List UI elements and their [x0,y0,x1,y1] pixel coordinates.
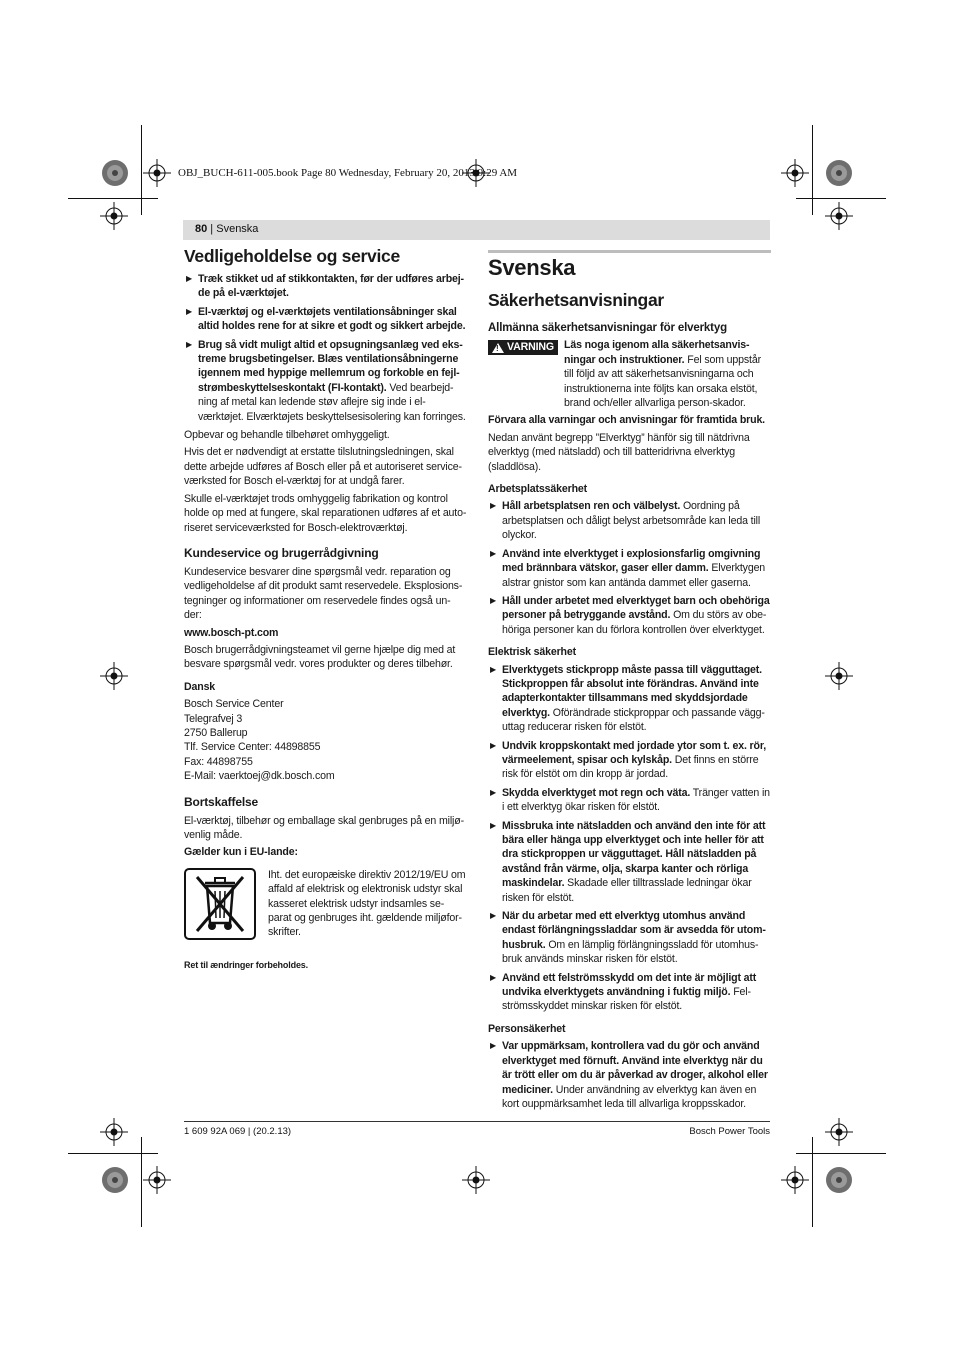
keep-instructions: Förvara alla varningar och anvisningar för framtida bruk. [488,414,765,427]
bullet-item [488,547,771,590]
warning-block [488,338,771,410]
bullet-bold: Använd inte elverktyget i explosionsfarlig omgivning med brännbara vätskor, gaser eller damm. [502,547,761,575]
arrow-icon: ▶ [490,820,497,830]
email-address[interactable]: E-Mail: vaerktoej@dk.bosch.com [184,770,335,783]
address-line: 2750 Ballerup [184,726,248,739]
website-link[interactable]: www.bosch-pt.com [184,626,279,639]
arrow-icon: ▶ [490,1041,497,1051]
bullet-text: Tränger vatten in i ett elverktyg ökar risken för elstöt. [502,786,770,814]
language-title: Svenska [488,255,576,280]
warning-badge-label: VARNING [507,341,555,354]
bullet-bold: När du arbetar med ett elverktyg utomhus använd endast förlängningssladdar som är avsedda för utom-husbruk. [502,910,766,951]
bullet-item [488,499,771,542]
bullet-item [488,909,771,967]
term-definition: Nedan använt begrepp ”Elverktyg” hänför sig till nätdrivna elverktyg (med nätsladd) och till batteridrivna elverktyg (sladdlösa). [488,431,750,473]
crossed-bin-icon [184,868,256,940]
bullet-bold: Træk stikket ud af stikkontakten, før der udføres arbej-de på el-værktøjet. [198,273,464,300]
arrow-icon: ▶ [186,306,193,316]
address-line: Fax: 44898755 [184,755,253,768]
page-header-bar [183,220,770,240]
bullet-item [184,272,467,301]
bullet-text: Oordning på arbetsplatsen och dåligt belyst arbetsområde kan leda till olyckor. [502,500,761,542]
left-column [184,245,467,975]
bullet-text: Fel-strömsskyddet minskar risken för elstöt. [502,986,751,1013]
bullet-item [488,971,771,1014]
safety-title: Säkerhetsanvisningar [488,290,664,310]
maintenance-title: Vedligeholdelse og service [184,246,400,266]
bullet-bold: El-værktøj og el-værktøjets ventilationsåbninger skal altid holdes rene for at sikre et godt og sikkert arbejde. [198,305,466,333]
bullet-bold: Var uppmärksam, kontrollera vad du gör och använd elverktyget med förnuft. Använd inte elverktyg när du är trött eller om du är påverkad av droger, alkohol eller mediciner. [502,1040,768,1096]
bullet-bold: Brug så vidt muligt altid et opsugningsanlæg ved eks-treme brugsbetingelser. Blæs ventilationsåbningerne igennem med hyppige mellemrum og forkoble en fejl-strømbeskyttelseskontakt (FI-kontakt). [198,338,463,394]
footer-brand: Bosch Power Tools [689,1126,770,1137]
arrow-icon: ▶ [490,972,497,982]
customer-service-title: Kundeservice og brugerrådgivning [184,545,379,560]
paragraph: Skulle el-værktøjet trods omhyggelig fabrikation og kontrol holde op med at fungere, skal reparationen udføres af et auto-riseret serviceværksted for Bosch-elektroværktøj. [184,492,467,534]
arrow-icon: ▶ [490,911,497,921]
bullet-bold: Elverktygets stickpropp måste passa till vägguttaget. Stickproppen får absolut inte förändras. Använd inte adapterkontakter tillsammans med skyddsjordade elverktyg. [502,663,762,719]
weee-block [184,868,467,940]
page-number: 80 [195,223,208,235]
warning-triangle-icon: ! [492,343,504,353]
right-column [488,245,771,1115]
address-line: Telegrafvej 3 [184,712,243,725]
paragraph: Hvis det er nødvendigt at erstatte tilslutningsledningen, skal dette arbejde udføres af Bosch eller på et autoriseret service-værksted for Bosch el-værktøj for at undgå farer. [184,446,462,488]
country-label: Dansk [184,680,216,693]
address-block [184,697,467,783]
arrow-icon: ▶ [490,664,497,674]
bullet-text: Elverktygen alstrar gnistor som kan antända dammet eller gaserna. [502,562,766,589]
disposal-title: Bortskaffelse [184,794,259,809]
eu-label: Gælder kun i EU-lande: [184,846,298,859]
personal-safety-title: Personsäkerhet [488,1022,566,1035]
electrical-title: Elektrisk säkerhet [488,646,576,659]
bullet-item [488,786,771,815]
bullet-item [488,1039,771,1111]
bullet-text: Oförändrade stickproppar och passande vägg-uttag reducerar risken för elstöt. [502,706,765,734]
bullet-bold: Undvik kroppskontakt med jordade ytor som t. ex. rör, värmeelement, spisar och kylskåp. [502,739,767,766]
paragraph: El-værktøj, tilbehør og emballage skal genbruges på en miljø-venlig måde. [184,814,464,841]
paragraph: Opbevar og behandle tilbehøret omhyggeligt. [184,429,390,442]
page-header [195,223,258,235]
arrow-icon: ▶ [186,274,193,283]
footer-rule [184,1121,770,1122]
warning-text: Fel som uppstår till följd av att säkerhetsanvisningarna och instruktionerna inte följts kan orsaka elstöt, brand och/eller allvarliga person-skador. [564,353,761,410]
arrow-icon: ▶ [490,548,497,558]
work-area-title: Arbetsplatssäkerhet [488,483,588,496]
arrow-icon: ▶ [490,787,497,797]
bullet-bold: Håll under arbetet med elverktyget barn och obehöriga personer på betryggande avstånd. [502,594,770,622]
address-line: Tlf. Service Center: 44898855 [184,741,321,754]
arrow-icon: ▶ [490,740,497,750]
bullet-bold: Använd ett felströmsskydd om det inte är möjligt att undvika elverktygets användning i fuktig miljö. [502,971,757,999]
bullet-text: Under användning av elverktyg kan även en kort ouppmärksamhet leda till allvarliga kroppsskador. [502,1083,757,1110]
bullet-bold: Missbruka inte nätsladden och använd den inte för att bära eller hänga upp elverktyget och inte heller för att dra stickproppen ur vägguttaget. Håll nätsladden på avstånd från värme, olja, skarpa kanter och rörliga maskindelar. [502,819,766,890]
changes-note: Ret til ændringer forbeholdes. [184,959,309,970]
bullet-item [184,305,467,334]
arrow-icon: ▶ [490,501,497,511]
eu-directive-text: Iht. det europæiske direktiv 2012/19/EU om affald af elektrisk og elektronisk udstyr skal kasseret elektrisk udstyr indsamles se-parat og genbruges iht. gældende miljøfor-skrifter. [268,868,466,939]
arrow-icon: ▶ [490,595,497,605]
address-line: Bosch Service Center [184,698,284,711]
footer-doc-number: 1 609 92A 069 | (20.2.13) [184,1126,292,1137]
bullet-item [184,338,467,424]
bullet-text: Det finns en större risk för elstöt om din kropp är jordad. [502,753,759,781]
bullet-item [488,594,771,637]
paragraph: Kundeservice besvarer dine spørgsmål vedr. reparation og vedligeholdelse af dit produkt samt reservedele. Eksplosions-tegninger og informationer om reservedele findes også un-der: [184,565,463,622]
bullet-text: Om du störs av obe-höriga personer kan du förlora kontrollen över elverktyget. [502,609,767,636]
header-separator: | [207,223,217,235]
bullet-text: Ved bearbejd-ning af metal kan ledende støv aflejre sig inde i el-værktøjet. Elværktøjets beskyttelsesisolering kan forringes. [198,381,466,423]
bullet-bold: Skydda elverktyget mot regn och väta. [502,786,691,799]
header-language: Svenska [216,223,259,235]
bullet-item [488,663,771,735]
bullet-text: Om en lämplig förlängningssladd för utomhus-bruk används minskar risken för elstöt. [502,938,759,966]
general-safety-title: Allmänna säkerhetsanvisningar för elverktyg [488,322,727,334]
arrow-icon: ▶ [186,339,193,349]
warning-bold: Läs noga igenom alla säkerhetsanvis-ningar och instruktioner. [564,339,750,366]
warning-badge [488,340,558,355]
paragraph: Bosch brugerrådgivningsteamet vil gerne hjælpe dig med at besvare spørgsmål vedr. vores produkter og deres tilbehør. [184,643,456,671]
print-slug: OBJ_BUCH-611-005.book Page 80 Wednesday, February 20, 2013 9:29 AM [178,167,518,179]
bullet-bold: Håll arbetsplatsen ren och välbelyst. [502,500,681,513]
bullet-item [488,739,771,782]
bullet-item [488,819,771,905]
bullet-text: Skadade eller tilltrasslade ledningar ökar risken för elstöt. [502,877,752,904]
